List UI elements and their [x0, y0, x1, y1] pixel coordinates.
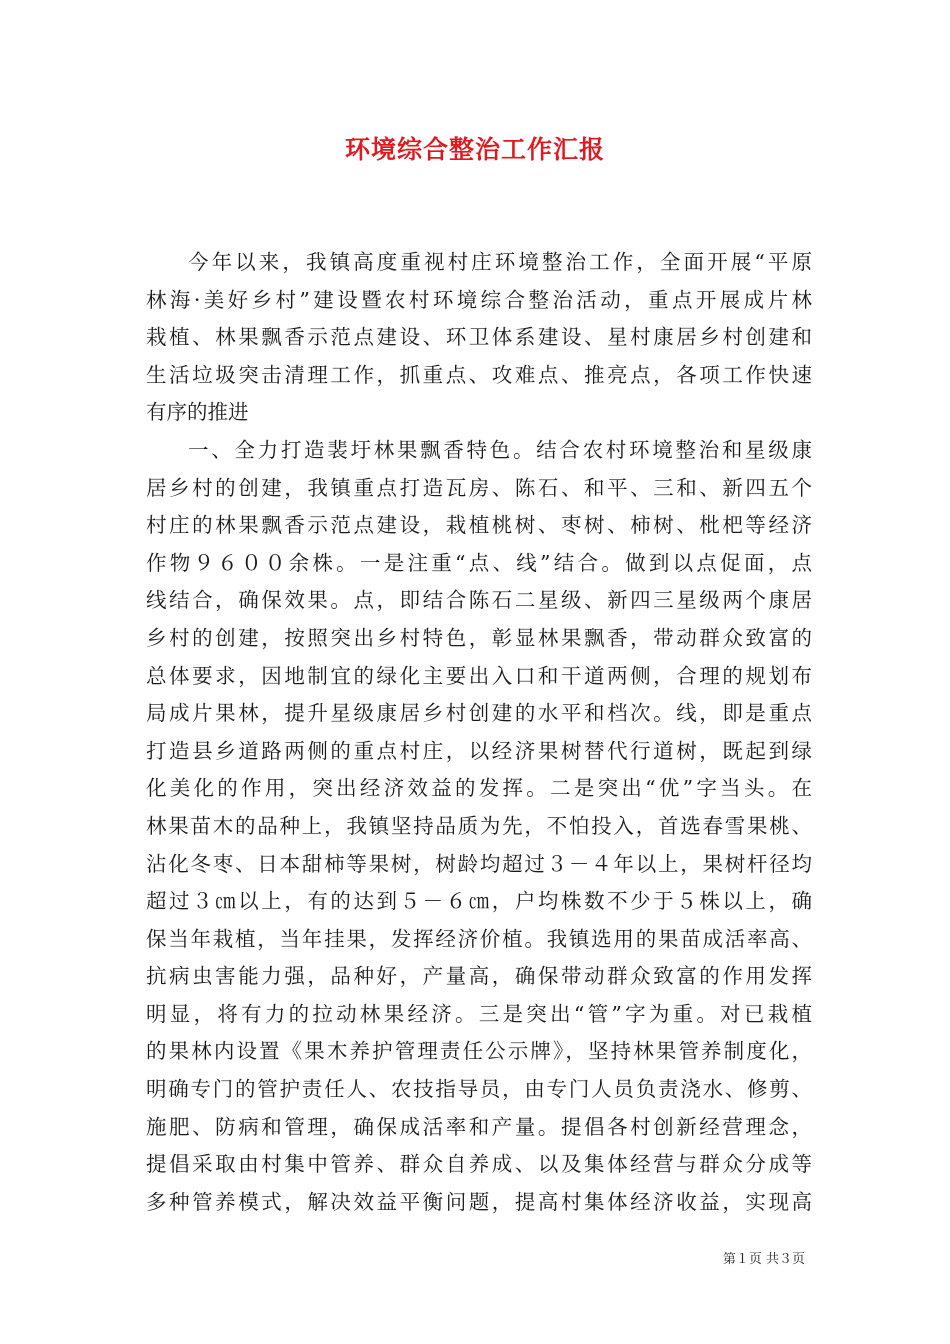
text-line: 抗病虫害能力强，品种好，产量高，确保带动群众致富的作用发挥	[146, 964, 812, 989]
text-line: 沾化冬枣、日本甜柿等果树，树龄均超过３－４年以上，果树杆径均	[146, 851, 812, 876]
text-line: 打造县乡道路两侧的重点村庄，以经济果树替代行道树，既起到绿	[146, 738, 812, 763]
text-line: 施肥、防病和管理，确保成活率和产量。提倡各村创新经营理念，	[146, 1114, 812, 1139]
text-line: 超过３㎝以上，有的达到５－６㎝，户均株数不少于５株以上，确	[146, 889, 812, 914]
paragraph-2	[146, 432, 812, 1221]
text-line: 一、全力打造裴圩林果飘香特色。结合农村环境整治和星级康	[188, 437, 812, 462]
text-line: 明确专门的管护责任人、农技指导员，由专门人员负责浇水、修剪、	[146, 1077, 812, 1102]
document-body	[146, 244, 812, 1221]
text-line: 多种管养模式，解决效益平衡问题，提高村集体经济收益，实现高	[146, 1189, 812, 1214]
text-line: 的果林内设置《果木养护管理责任公示牌》，坚持林果管养制度化，	[146, 1039, 812, 1064]
text-line: 乡村的创建，按照突出乡村特色，彰显林果飘香，带动群众致富的	[146, 625, 812, 650]
text-line: 局成片果林，提升星级康居乡村创建的水平和档次。线，即是重点	[146, 701, 812, 726]
text-line: 林海·美好乡村”建设暨农村环境综合整治活动，重点开展成片林	[146, 287, 812, 312]
text-line: 明显，将有力的拉动林果经济。三是突出“管”字为重。对已栽植	[146, 1001, 812, 1026]
text-line: 有序的推进	[146, 400, 249, 425]
paragraph-1	[146, 244, 812, 432]
text-line: 总体要求，因地制宜的绿化主要出入口和干道两侧，合理的规划布	[146, 663, 812, 688]
text-line: 居乡村的创建，我镇重点打造瓦房、陈石、和平、三和、新四五个	[146, 475, 812, 500]
page-number: 第１页 共３页	[722, 1252, 805, 1267]
text-line: 村庄的林果飘香示范点建设，栽植桃树、枣树、柿树、枇杷等经济	[146, 513, 812, 538]
text-line: 今年以来，我镇高度重视村庄环境整治工作，全面开展“平原	[188, 250, 812, 274]
text-line: 生活垃圾突击清理工作，抓重点、攻难点、推亮点，各项工作快速	[146, 362, 812, 387]
text-line: 提倡采取由村集中管养、群众自养成、以及集体经营与群众分成等	[146, 1152, 812, 1177]
text-line: 化美化的作用，突出经济效益的发挥。二是突出“优”字当头。在	[146, 776, 812, 801]
document-title: 环境综合整治工作汇报	[344, 135, 605, 164]
text-line: 林果苗木的品种上，我镇坚持品质为先，不怕投入，首选春雪果桃、	[146, 813, 812, 838]
text-line: 线结合，确保效果。点，即结合陈石二星级、新四三星级两个康居	[146, 588, 812, 613]
text-line: 栽植、林果飘香示范点建设、环卫体系建设、星村康居乡村创建和	[146, 325, 812, 350]
text-line: 作物９６００余株。一是注重“点、线”结合。做到以点促面，点	[146, 550, 812, 575]
text-line: 保当年栽植，当年挂果，发挥经济价植。我镇选用的果苗成活率高、	[146, 926, 812, 951]
